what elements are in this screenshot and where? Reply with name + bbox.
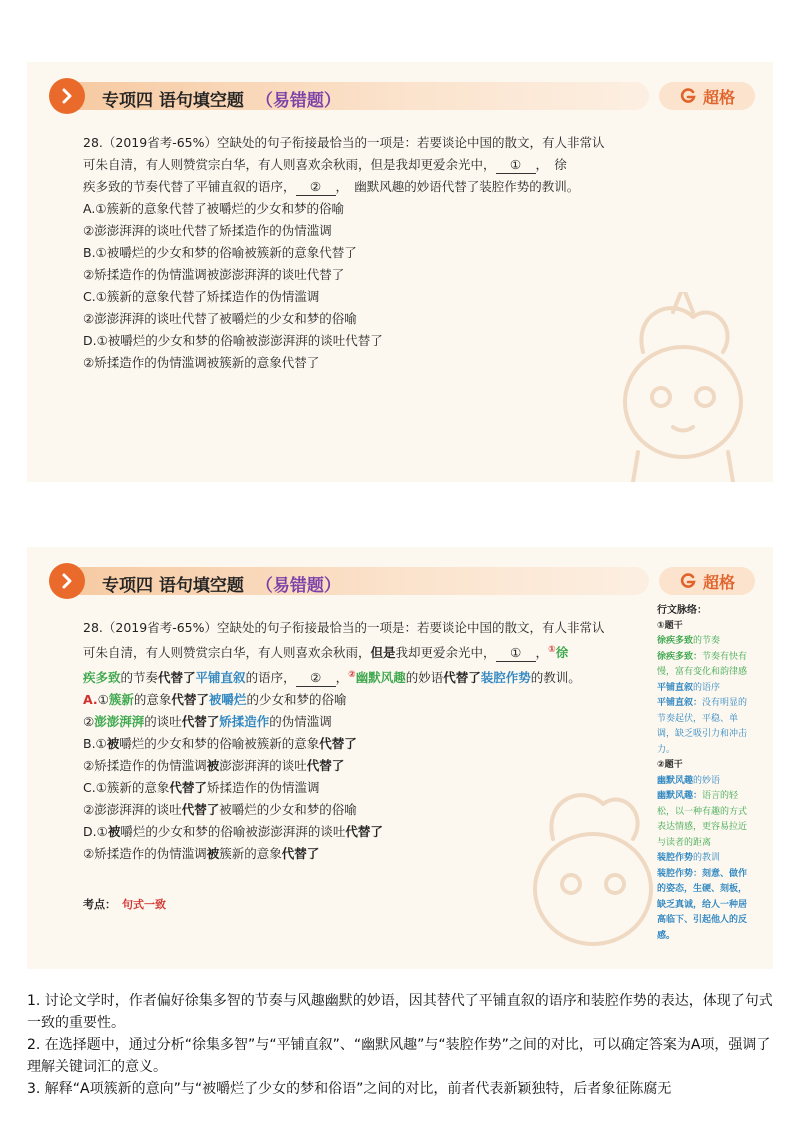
question-stem-line: 疾多致的节奏代替了平铺直叙的语序， ② ，②幽默风趣的妙语代替了装腔作势的教训。 xyxy=(83,670,581,686)
section-title: 专项四 语句填空题 xyxy=(102,576,244,596)
sidebar-section-2: ②题干 xyxy=(657,760,683,770)
brand-g-icon xyxy=(679,87,697,105)
section-title: 专项四 语句填空题 xyxy=(102,91,244,111)
brand-logo xyxy=(659,82,755,110)
brand-name: 超格 xyxy=(702,572,735,592)
page-title xyxy=(102,86,341,111)
blank-1: ① xyxy=(496,645,536,662)
note-item: 2. 在选择题中，通过分析“徐集多智”与“平铺直叙”、“幽默风趣”与“装腔作势”之间的对比，可以确定答案为A项，强调了理解关键词汇的意义。 xyxy=(27,1037,771,1075)
option-line: ②矫揉造作的伪情滥调被澎澎湃湃的谈吐代替了 xyxy=(83,267,345,282)
difficulty-tag: （易错题） xyxy=(255,91,341,111)
difficulty-tag: （易错题） xyxy=(255,576,341,596)
keyword-but: 但是 xyxy=(370,645,396,661)
marker-1: ① xyxy=(548,645,556,655)
question-stem-line: 疾多致的节奏代替了平铺直叙的语序， ② ， 幽默风趣的妙语代替了装腔作势的教训。 xyxy=(83,179,580,194)
brand-g-icon xyxy=(679,572,697,590)
option-line: ②矫揉造作的伪情滥调被簇新的意象代替了 xyxy=(83,846,320,862)
option-line: C.①簇新的意象代替了矫揉造作的伪情滥调 xyxy=(83,289,320,304)
blank-1: ① xyxy=(496,157,536,174)
answer-body xyxy=(83,617,673,865)
question-body xyxy=(83,132,673,374)
blank-2: ② xyxy=(296,670,336,687)
option-line: D.①被嚼烂的少女和梦的俗喻被澎澎湃湃的谈吐代替了 xyxy=(83,824,383,840)
sidebar-section-1: ①题干 xyxy=(657,620,683,631)
blank-2: ② xyxy=(296,179,336,196)
slide-header xyxy=(27,78,773,114)
marker-2: ② xyxy=(348,670,356,681)
slide-header xyxy=(27,563,773,599)
question-stem-line: 28.（2019省考-65%）空缺处的句子衔接最恰当的一项是：若要谈论中国的散文，有人非常认 xyxy=(83,620,605,635)
brand-logo xyxy=(659,567,755,595)
option-line-correct: ②澎澎湃湃的谈吐代替了矫揉造作的伪情滥调 xyxy=(83,714,332,730)
analysis-sidebar: 行文脉络： ①题干 徐疾多致的节奏 徐疾多致：节奏有快有慢，富有变化和韵律感 平铺直叙的语序 平铺直叙：没有明显的节奏起伏，平稳、单调，缺乏吸引力和冲击力。 ②题干 幽默风趣的妙语 幽默风趣：语言的轻松，以一种有趣的方式表达情感，更容易拉近与读者的距离 装腔作势的教训 装腔作势：刻意、做作的姿态，生硬、刻板，缺乏真诚，给人一种居高临下、引起他人的反感。 xyxy=(657,603,753,944)
option-line: ②澎澎湃湃的谈吐代替了矫揉造作的伪情滥调 xyxy=(83,223,332,238)
brand-name: 超格 xyxy=(702,87,735,107)
option-line: A.①簇新的意象代替了被嚼烂的少女和梦的俗喻 xyxy=(83,201,345,216)
chevron-right-icon xyxy=(49,78,85,114)
page-title xyxy=(102,571,341,596)
test-point: 考点： 句式一致 xyxy=(83,898,166,911)
question-stem-line: 28.（2019省考-65%）空缺处的句子衔接最恰当的一项是：若要谈论中国的散文，有人非常认 xyxy=(83,135,605,150)
option-line: ②澎澎湃湃的谈吐代替了被嚼烂的少女和梦的俗喻 xyxy=(83,311,357,326)
option-line: ②矫揉造作的伪情滥调被澎澎湃湃的谈吐代替了 xyxy=(83,758,345,774)
summary-notes xyxy=(27,990,773,1100)
question-slide xyxy=(27,62,773,482)
note-item: 1. 讨论文学时，作者偏好徐集多智的节奏与风趣幽默的妙语，因其替代了平铺直叙的语序和装腔作势的表达，体现了句式一致的重要性。 xyxy=(27,993,773,1031)
test-point-value: 句式一致 xyxy=(122,898,166,911)
chevron-right-icon xyxy=(49,563,85,599)
sidebar-title: 行文脉络： xyxy=(657,605,707,616)
answer-slide xyxy=(27,547,773,969)
option-line: ②澎澎湃湃的谈吐代替了被嚼烂的少女和梦的俗喻 xyxy=(83,802,357,818)
option-line: B.①被嚼烂的少女和梦的俗喻被簇新的意象代替了 xyxy=(83,736,357,752)
option-line: D.①被嚼烂的少女和梦的俗喻被澎澎湃湃的谈吐代替了 xyxy=(83,333,383,348)
option-line: B.①被嚼烂的少女和梦的俗喻被簇新的意象代替了 xyxy=(83,245,357,260)
question-stem-line: 可朱自清，有人则赞赏宗白华，有人则喜欢余秋雨，但是我却更爱余光中， ① ，①徐 xyxy=(83,645,569,661)
option-line: C.①簇新的意象代替了矫揉造作的伪情滥调 xyxy=(83,780,320,796)
question-stem-line: 可朱自清，有人则赞赏宗白华，有人则喜欢余秋雨，但是我却更爱余光中， ① ， 徐 xyxy=(83,157,567,172)
unicorn-mascot-icon xyxy=(603,292,753,482)
option-line: ②矫揉造作的伪情滥调被簇新的意象代替了 xyxy=(83,355,320,370)
note-item: 3. 解释“A项簇新的意向”与“被嚼烂了少女的梦和俗语”之间的对比，前者代表新颖独特，后者象征陈腐无 xyxy=(27,1081,672,1097)
option-line-correct: A.①簇新的意象代替了被嚼烂的少女和梦的俗喻 xyxy=(83,692,347,708)
